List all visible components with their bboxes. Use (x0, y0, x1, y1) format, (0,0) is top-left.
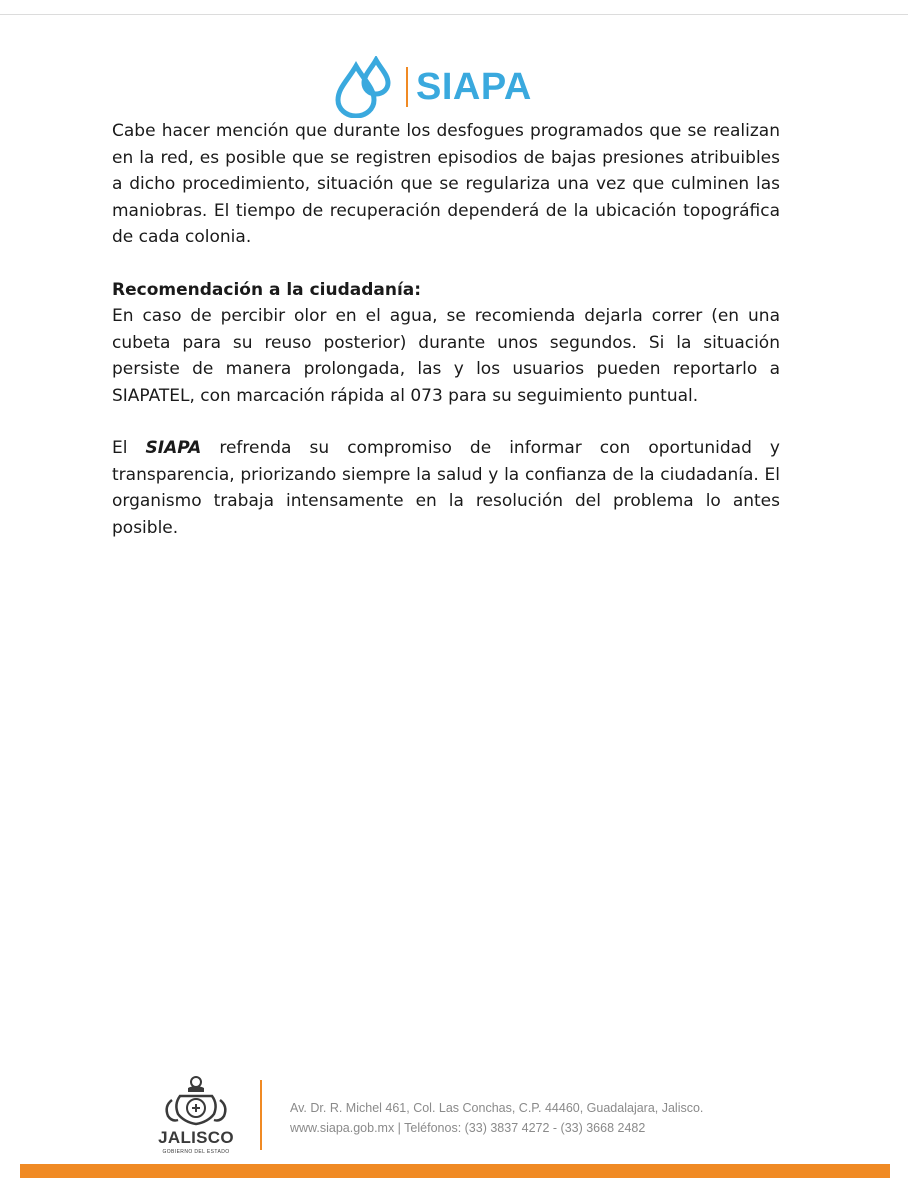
paragraph-gap (112, 251, 780, 277)
jalisco-seal (148, 1074, 244, 1164)
contact-info (290, 1098, 703, 1138)
paragraph-2: En caso de percibir olor en el agua, se recomienda dejarla correr (en una cubeta para su reuso posterior) durante unos segundos. Si la situación persiste de manera prolongada, las y los usuarios pueden reportarlo a SIAPATEL, con marcación rápida al 073 para su seguimiento puntual. (112, 306, 780, 406)
seal-subtitle: GOBIERNO DEL ESTADO (162, 1149, 230, 1155)
paragraph-3-brand: SIAPA (145, 438, 202, 458)
section-heading: Recomendación a la ciudadanía: (112, 279, 422, 300)
logo-separator (406, 67, 408, 107)
paragraph-3 (112, 435, 780, 541)
paragraph-gap (112, 409, 780, 435)
address-line: Av. Dr. R. Michel 461, Col. Las Conchas, C.P. 44460, Guadalajara, Jalisco. (290, 1101, 704, 1115)
paragraph-1: Cabe hacer mención que durante los desfogues programados que se realizan en la red, es posible que se registren episodios de bajas presiones atribuibles a dicho procedimiento, situación que se regulariza una vez que culminen las maniobras. El tiempo de recuperación dependerá de la ubicación topográfica de cada colonia. (112, 121, 780, 247)
footer-separator (260, 1080, 262, 1150)
paragraph-3-prefix: El (112, 438, 146, 458)
siapa-logo (334, 56, 564, 118)
top-divider (0, 14, 908, 15)
footer-accent-bar (20, 1164, 890, 1178)
footer (0, 1070, 908, 1200)
paragraph-3-text: refrenda su compromiso de informar con oportunidad y transparencia, priorizando siempre la salud y la confianza de la ciudadanía. El organismo trabaja intensamente en la resolución del problema lo antes posible. (112, 438, 780, 538)
website-phone-line: www.siapa.gob.mx | Teléfonos: (33) 3837 4272 - (33) 3668 2482 (290, 1121, 646, 1135)
water-drops-icon (334, 56, 398, 118)
jalisco-coat-of-arms-icon (148, 1074, 244, 1128)
brand-name: SIAPA (416, 65, 532, 108)
document-body (112, 118, 780, 541)
seal-name: JALISCO (158, 1128, 234, 1147)
